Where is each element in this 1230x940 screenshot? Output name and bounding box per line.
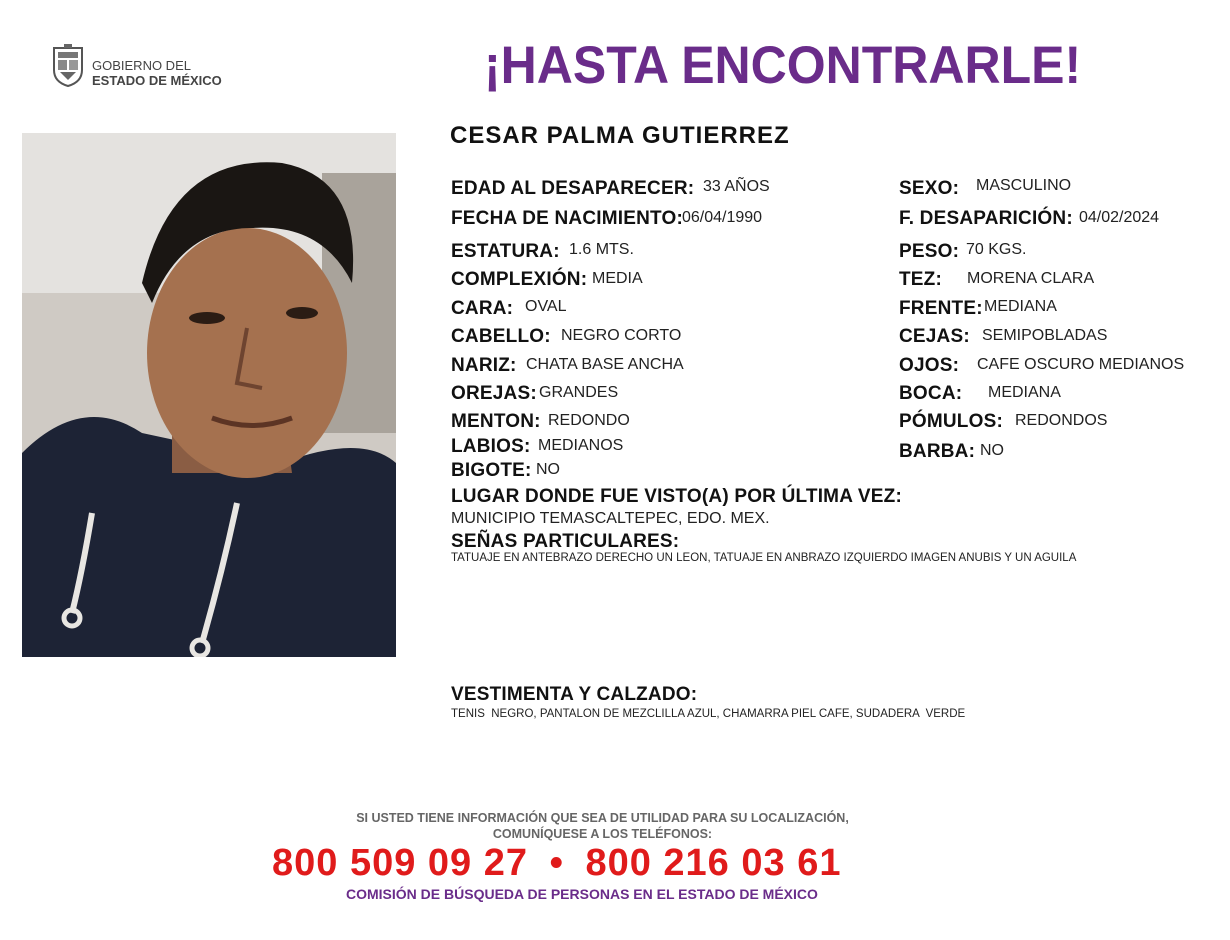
field-label: BIGOTE: <box>451 460 532 481</box>
phone-separator: • <box>549 842 564 884</box>
field-menton <box>451 411 630 433</box>
field-edad <box>451 178 770 200</box>
field-label: F. DESAPARICIÓN: <box>899 208 1073 229</box>
field-sexo <box>899 177 1072 200</box>
field-value: CHATA BASE ANCHA <box>526 356 684 373</box>
page-title: ¡HASTA ENCONTRARLE! <box>484 35 1082 95</box>
field-value: MEDIANOS <box>538 437 624 454</box>
phone-1[interactable]: 800 509 09 27 <box>272 842 529 884</box>
field-label: LABIOS: <box>451 436 531 457</box>
field-label: COMPLEXIÓN: <box>451 269 588 290</box>
footer-info-line-1: SI USTED TIENE INFORMACIÓN QUE SEA DE UTILIDAD PARA SU LOCALIZACIÓN, <box>356 811 849 825</box>
field-label: BOCA: <box>899 383 963 404</box>
field-label: OJOS: <box>899 355 960 376</box>
field-value: MORENA CLARA <box>967 270 1095 287</box>
field-value: MEDIA <box>592 270 643 287</box>
field-fecha-desaparicion <box>899 208 1160 230</box>
field-label: CEJAS: <box>899 326 970 347</box>
field-value: OVAL <box>525 298 567 315</box>
footer-info <box>330 810 875 842</box>
field-value: GRANDES <box>539 384 619 401</box>
field-frente <box>899 298 1057 320</box>
field-value: NO <box>536 461 560 478</box>
field-label: FRENTE: <box>899 298 983 319</box>
field-value: 06/04/1990 <box>682 209 763 226</box>
field-bigote <box>451 460 560 482</box>
field-label: MENTON: <box>451 411 541 432</box>
field-ojos <box>899 355 1185 377</box>
person-photo <box>22 133 396 657</box>
field-cejas <box>899 326 1108 348</box>
field-label: PESO: <box>899 241 960 262</box>
field-fecha-nacimiento <box>451 208 763 230</box>
person-name: CESAR PALMA GUTIERREZ <box>450 122 790 149</box>
field-value: 04/02/2024 <box>1079 209 1160 226</box>
field-value: 33 AÑOS <box>703 178 770 195</box>
field-label: PÓMULOS: <box>899 411 1003 432</box>
vestimenta-value: TENIS NEGRO, PANTALON DE MEZCLILLA AZUL, CHAMARRA PIEL CAFE, SUDADERA VERDE <box>451 708 966 720</box>
field-estatura <box>451 241 634 263</box>
field-label: EDAD AL DESAPARECER: <box>451 178 695 199</box>
last-seen-value: MUNICIPIO TEMASCALTEPEC, EDO. MEX. <box>451 510 770 527</box>
field-barba <box>899 441 1004 463</box>
field-orejas <box>451 383 619 405</box>
field-boca <box>899 383 1061 405</box>
field-nariz <box>451 355 684 377</box>
field-value: REDONDO <box>548 412 630 429</box>
field-value: CAFE OSCURO MEDIANOS <box>977 356 1185 373</box>
field-value: NO <box>980 442 1004 459</box>
field-complexion <box>451 269 643 291</box>
logo-line-1: GOBIERNO DEL <box>92 58 191 73</box>
coat-of-arms-icon <box>50 44 86 88</box>
field-label: NARIZ: <box>451 355 517 376</box>
field-label: OREJAS: <box>451 383 537 404</box>
senas-value: TATUAJE EN ANTEBRAZO DERECHO UN LEON, TATUAJE EN ANBRAZO IZQUIERDO IMAGEN ANUBIS Y UN AGUILA <box>451 552 1077 564</box>
phone-2[interactable]: 800 216 03 61 <box>585 842 842 884</box>
government-logo <box>50 44 240 90</box>
last-seen-label: LUGAR DONDE FUE VISTO(A) POR ÚLTIMA VEZ: <box>451 486 902 507</box>
comision-name: COMISIÓN DE BÚSQUEDA DE PERSONAS EN EL ESTADO DE MÉXICO <box>346 886 818 902</box>
field-cara <box>451 298 567 320</box>
field-value: 1.6 MTS. <box>569 241 634 258</box>
senas-label: SEÑAS PARTICULARES: <box>451 531 680 552</box>
field-value: MASCULINO <box>976 177 1072 194</box>
vestimenta-label: VESTIMENTA Y CALZADO: <box>451 684 698 705</box>
field-label: CARA: <box>451 298 514 319</box>
field-label: CABELLO: <box>451 326 551 347</box>
field-pomulos <box>899 411 1108 433</box>
field-label: SEXO: <box>899 178 960 199</box>
field-value: SEMIPOBLADAS <box>982 327 1108 344</box>
field-label: ESTATURA: <box>451 241 560 262</box>
phone-numbers <box>272 842 841 885</box>
footer-info-line-2: COMUNÍQUESE A LOS TELÉFONOS: <box>492 827 713 841</box>
logo-line-2: ESTADO DE MÉXICO <box>92 73 222 88</box>
field-tez <box>899 269 1095 291</box>
field-peso <box>899 241 1027 263</box>
field-value: 70 KGS. <box>966 241 1027 258</box>
field-value: NEGRO CORTO <box>561 327 682 344</box>
field-label: FECHA DE NACIMIENTO: <box>451 208 683 229</box>
field-cabello <box>451 326 682 348</box>
field-value: MEDIANA <box>988 384 1061 401</box>
field-labios <box>451 436 624 458</box>
field-label: TEZ: <box>899 269 943 290</box>
field-value: REDONDOS <box>1015 412 1108 429</box>
field-value: MEDIANA <box>984 298 1057 315</box>
field-label: BARBA: <box>899 441 976 462</box>
